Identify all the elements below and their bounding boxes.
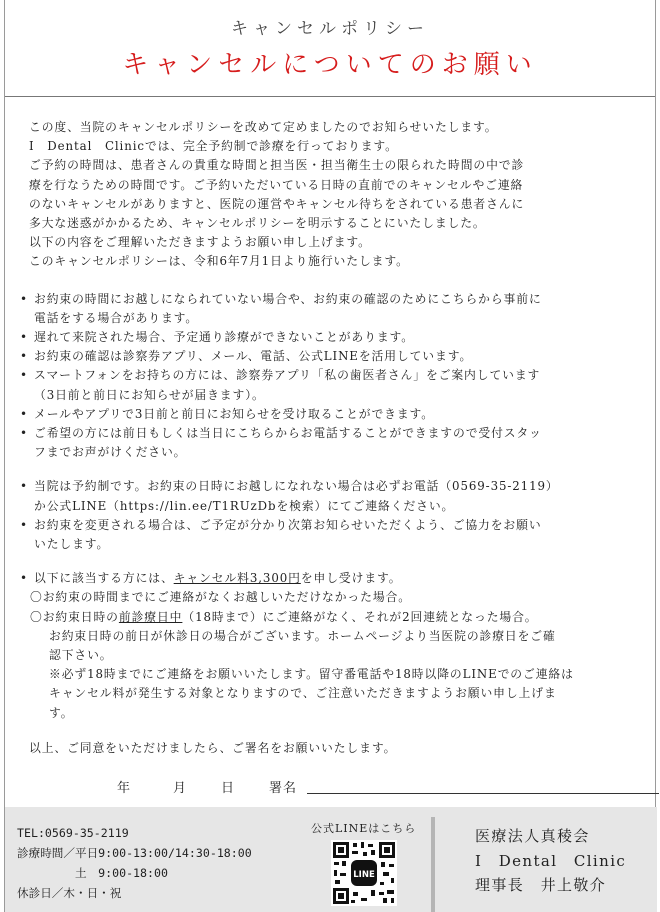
cancellation-fee: キャンセル料3,300円 [173,571,301,586]
case-2: 〇お約束日時の前診療日中（18時まで）にご連絡がなく、それが2回連続となった場合。 [30,609,538,624]
day-label: 日 [221,781,236,796]
hours-weekday: 診療時間／平日9:00-13:00/14:30-18:00 [17,846,252,860]
list-item: • メールやアプリで3日前と前日にお知らせを受け取ることができます。 [19,405,641,424]
intro-line: ご予約の時間は、患者さんの貴重な時間と担当医・担当衛生士の限られた時間の中で診 [29,158,525,173]
intro-line: このキャンセルポリシーは、令和6年7月1日より施行いたします。 [29,254,409,269]
clinic-info [17,823,252,903]
header-title: キャンセルについてのお願い [122,50,538,80]
footer [5,807,657,912]
signature-label: 署名 [269,781,298,796]
document-header [5,0,655,97]
document-page [4,0,656,912]
closed-days: 休診日／木・日・祝 [17,886,122,900]
clinic-name: I Dental Clinic [475,851,627,870]
case-1: 〇お約束の時間までにご連絡がなくお越しいただけなかった場合。 [30,590,411,605]
line-qr-code-icon[interactable] [331,840,397,906]
intro-line: 以下の内容をご理解いただきますようお願い申し上げます。 [29,235,371,250]
year-label: 年 [117,781,132,796]
clinic-name-block [475,824,626,898]
list-item-cancellation-fee: • 以下に該当する方には、キャンセル料3,300円を申し受けます。 [19,569,641,588]
director-name: 理事長 井上敬介 [475,876,607,894]
list-item: • 遅れて来院された場合、予定通り診療ができないことがあります。 [19,328,641,347]
intro-line: 療を行なうための時間です。ご予約いただいている日時の直前でのキャンセルやご連絡 [29,177,524,192]
list-item: • お約束の確認は診察券アプリ、メール、電話、公式LINEを活用しています。 [19,347,641,366]
intro-line: 多大な迷惑がかかるため、キャンセルポリシーを明示することにいたしました。 [29,216,486,231]
list-item: • スマートフォンをお持ちの方には、診察券アプリ「私の歯医者さん」をご案内しています （3日前と前日にお知らせが届きます）。 [19,366,641,404]
note-deadline: ※必ず18時までにご連絡をお願いいたします。留守番電話や18時以降のLINEでのご連絡は キャンセル料が発生する対象となりますので、ご注意いただきますようお願い申し上げま す。 [49,667,574,720]
note-holiday: お約束日時の前日が休診日の場合がございます。ホームページより当医院の診療日をご確 認下さい。 [49,628,556,663]
corporation-name: 医療法人真稜会 [475,827,590,845]
list-item: • お約束の時間にお越しになられていない場合や、お約束の確認のためにこちらから事前に 電話をする場合があります。 [19,290,641,328]
closing-text: 以上、ご同意をいただけましたら、ご署名をお願いいたします。 [29,740,397,755]
list-item: • お約束を変更される場合は、ご予定が分かり次第お知らせいただくよう、ご協力をお願い いたします。 [19,516,641,554]
list-item: • ご希望の方には前日もしくは当日にこちらからお電話することができますので受付スタッ フまでお声がけください。 [19,424,641,462]
footer-divider [431,817,435,912]
intro-paragraph [19,118,641,272]
header-subtitle: キャンセルポリシー [231,19,429,39]
intro-line: I Dental Clinicでは、完全予約制で診療を行っております。 [29,139,398,154]
tel: TEL:0569-35-2119 [17,826,129,840]
policy-list [19,290,641,589]
qr-label: 公式LINEはこちら [311,822,417,835]
month-label: 月 [173,781,188,796]
hours-saturday: 土 9:00-18:00 [17,866,168,880]
qr-center-text: LINE [353,870,375,880]
intro-line: のないキャンセルがありますと、医院の運営やキャンセル待ちをされている患者さんに [29,196,525,211]
intro-line: この度、当院のキャンセルポリシーを改めて定めましたのでお知らせいたします。 [29,120,498,134]
signature-line[interactable] [307,793,659,794]
list-item: • 当院は予約制です。お約束の日時にお越しになれない場合は必ずお電話（0569-35-2119） か公式LINE（https://lin.ee/T1RUzDbを検索）にてご連絡ください。 [19,477,641,515]
policy-body [19,118,641,758]
